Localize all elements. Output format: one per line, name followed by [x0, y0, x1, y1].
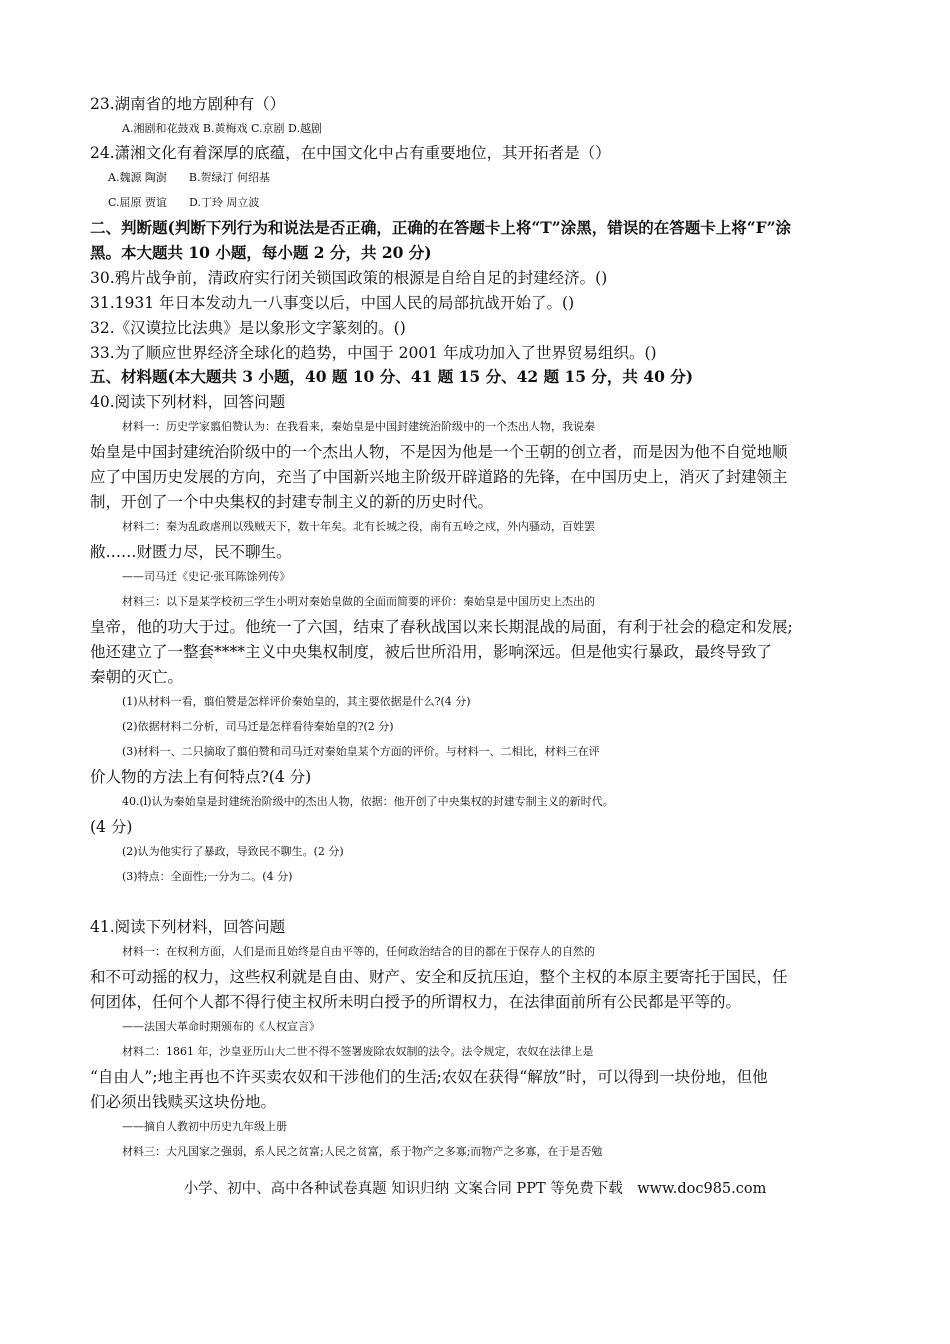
q40-material-3-line: 皇帝，他的功大于过。他统一了六国，结束了春秋战国以来长期混战的局面，有利于社会的稳定和发展; — [90, 618, 793, 636]
section-2-heading: 二、判断题(判断下列行为和说法是否正确，正确的在答题卡上将“T”涂黑，错误的在答题卡上将“F”涂 — [90, 218, 792, 237]
page-footer: 小学、初中、高中各种试卷真题 知识归纳 文案合同 PPT 等免费下载 www.doc985.com — [183, 1181, 767, 1197]
q40-material-2-source: ——司马迁《史记·张耳陈馀列传》 — [122, 570, 291, 583]
question-24-options-cd: C.屈原 贾谊 D.丁玲 周立波 — [108, 196, 260, 209]
question-24-options-ab: A.魏源 陶澍 B.贺绿汀 何绍基 — [108, 171, 271, 184]
question-31: 31.1931 年日本发动九一八事变以后，中国人民的局部抗战开始了。() — [90, 294, 575, 312]
question-23: 23.湖南省的地方剧种有（） — [90, 95, 286, 113]
q40-material-2-line: 敝……财匮力尽，民不聊生。 — [90, 543, 292, 561]
q40-sub-3: (3)材料一、二只摘取了翦伯赞和司马迁对秦始皇某个方面的评价。与材料一、二相比，材料三在评 — [122, 745, 600, 758]
question-24: 24.潇湘文化有着深厚的底蕴，在中国文化中占有重要地位，其开拓者是（） — [90, 144, 611, 162]
q40-material-2: 材料二：秦为乱政虐刑以残贼天下，数十年矣。北有长城之役，南有五岭之戍，外内骚动，百姓罢 — [122, 520, 595, 533]
question-33: 33.为了顺应世界经济全球化的趋势，中国于 2001 年成功加入了世界贸易组织。() — [90, 344, 657, 362]
question-40: 40.阅读下列材料，回答问题 — [90, 393, 286, 411]
question-32: 32.《汉谟拉比法典》是以象形文字篆刻的。() — [90, 319, 406, 337]
question-41: 41.阅读下列材料，回答问题 — [90, 918, 286, 936]
section-2-heading-cont: 黑。本大题共 10 小题，每小题 2 分，共 20 分) — [90, 243, 432, 262]
q40-material-1-line: 始皇是中国封建统治阶级中的一个杰出人物，不是因为他是一个王朝的创立者，而是因为他不自觉地顺 — [90, 443, 788, 461]
q41-material-2-line: “自由人”;地主再也不许买卖农奴和干涉他们的生活;农奴在获得“解放”时，可以得到一块份地，但他 — [90, 1068, 768, 1086]
q41-material-3: 材料三：大凡国家之强弱，系人民之贫富;人民之贫富，系于物产之多寡;而物产之多寡，在于是否勉 — [122, 1145, 603, 1158]
q40-material-1-line: 应了中国历史发展的方向，充当了中国新兴地主阶级开辟道路的先锋，在中国历史上，消灭了封建领主 — [90, 468, 788, 486]
q40-sub-3-line: 价人物的方法上有何特点?(4 分) — [90, 768, 312, 786]
question-30: 30.鸦片战争前，清政府实行闭关锁国政策的根源是自给自足的封建经济。() — [90, 269, 608, 287]
q40-answer-3: (3)特点：全面性;一分为二。(4 分) — [122, 870, 293, 883]
q41-material-1-line: 何团体，任何个人都不得行使主权所未明白授予的所谓权力，在法律面前所有公民都是平等的。 — [90, 993, 742, 1011]
q41-material-2-line: 们必须出钱赎买这块份地。 — [90, 1093, 277, 1111]
q40-sub-2: (2)依据材料二分析，司马迁是怎样看待秦始皇的?(2 分) — [122, 720, 394, 733]
q41-material-1-line: 和不可动摇的权力，这些权利就是自由、财产、安全和反抗压迫，整个主权的本原主要寄托于国民，任 — [90, 968, 788, 986]
q40-material-3-line: 秦朝的灭亡。 — [90, 668, 184, 686]
q41-material-2-source: ——摘自人教初中历史九年级上册 — [122, 1120, 287, 1133]
q40-sub-1: (1)从材料一看，翦伯赞是怎样评价秦始皇的，其主要依据是什么?(4 分) — [122, 695, 471, 708]
q41-material-2: 材料二：1861 年，沙皇亚历山大二世不得不签署废除农奴制的法令。法令规定，农奴在法律上是 — [122, 1045, 594, 1058]
q40-material-3-line: 他还建立了一整套****主义中央集权制度，被后世所沿用，影响深远。但是他实行暴政，最终导致了 — [90, 643, 773, 661]
q40-material-3: 材料三：以下是某学校初三学生小明对秦始皇做的全面而简要的评价：秦始皇是中国历史上杰出的 — [122, 595, 595, 608]
q40-answer-1-score: (4 分) — [90, 818, 133, 836]
q40-material-1-line: 制，开创了一个中央集权的封建专制主义的新的历史时代。 — [90, 493, 494, 511]
q40-answer-2: (2)认为他实行了暴政，导致民不聊生。(2 分) — [122, 845, 344, 858]
q41-material-1: 材料一：在权利方面，人们是而且始终是自由平等的，任何政治结合的目的都在于保存人的自然的 — [122, 945, 595, 958]
q40-material-1: 材料一：历史学家翦伯赞认为：在我看来，秦始皇是中国封建统治阶级中的一个杰出人物，我说秦 — [122, 420, 595, 433]
section-5-heading: 五、材料题(本大题共 3 小题，40 题 10 分、41 题 15 分、42 题 15 分，共 40 分) — [90, 367, 694, 386]
question-23-options: A.湘剧和花鼓戏 B.黄梅戏 C.京剧 D.越剧 — [122, 122, 322, 135]
q40-answer-1: 40.(l)认为秦始皇是封建统治阶级中的杰出人物，依据：他开创了中央集权的封建专制主义的新时代。 — [122, 795, 614, 808]
q41-material-1-source: ——法国大革命时期颁布的《人权宣言》 — [122, 1020, 320, 1033]
